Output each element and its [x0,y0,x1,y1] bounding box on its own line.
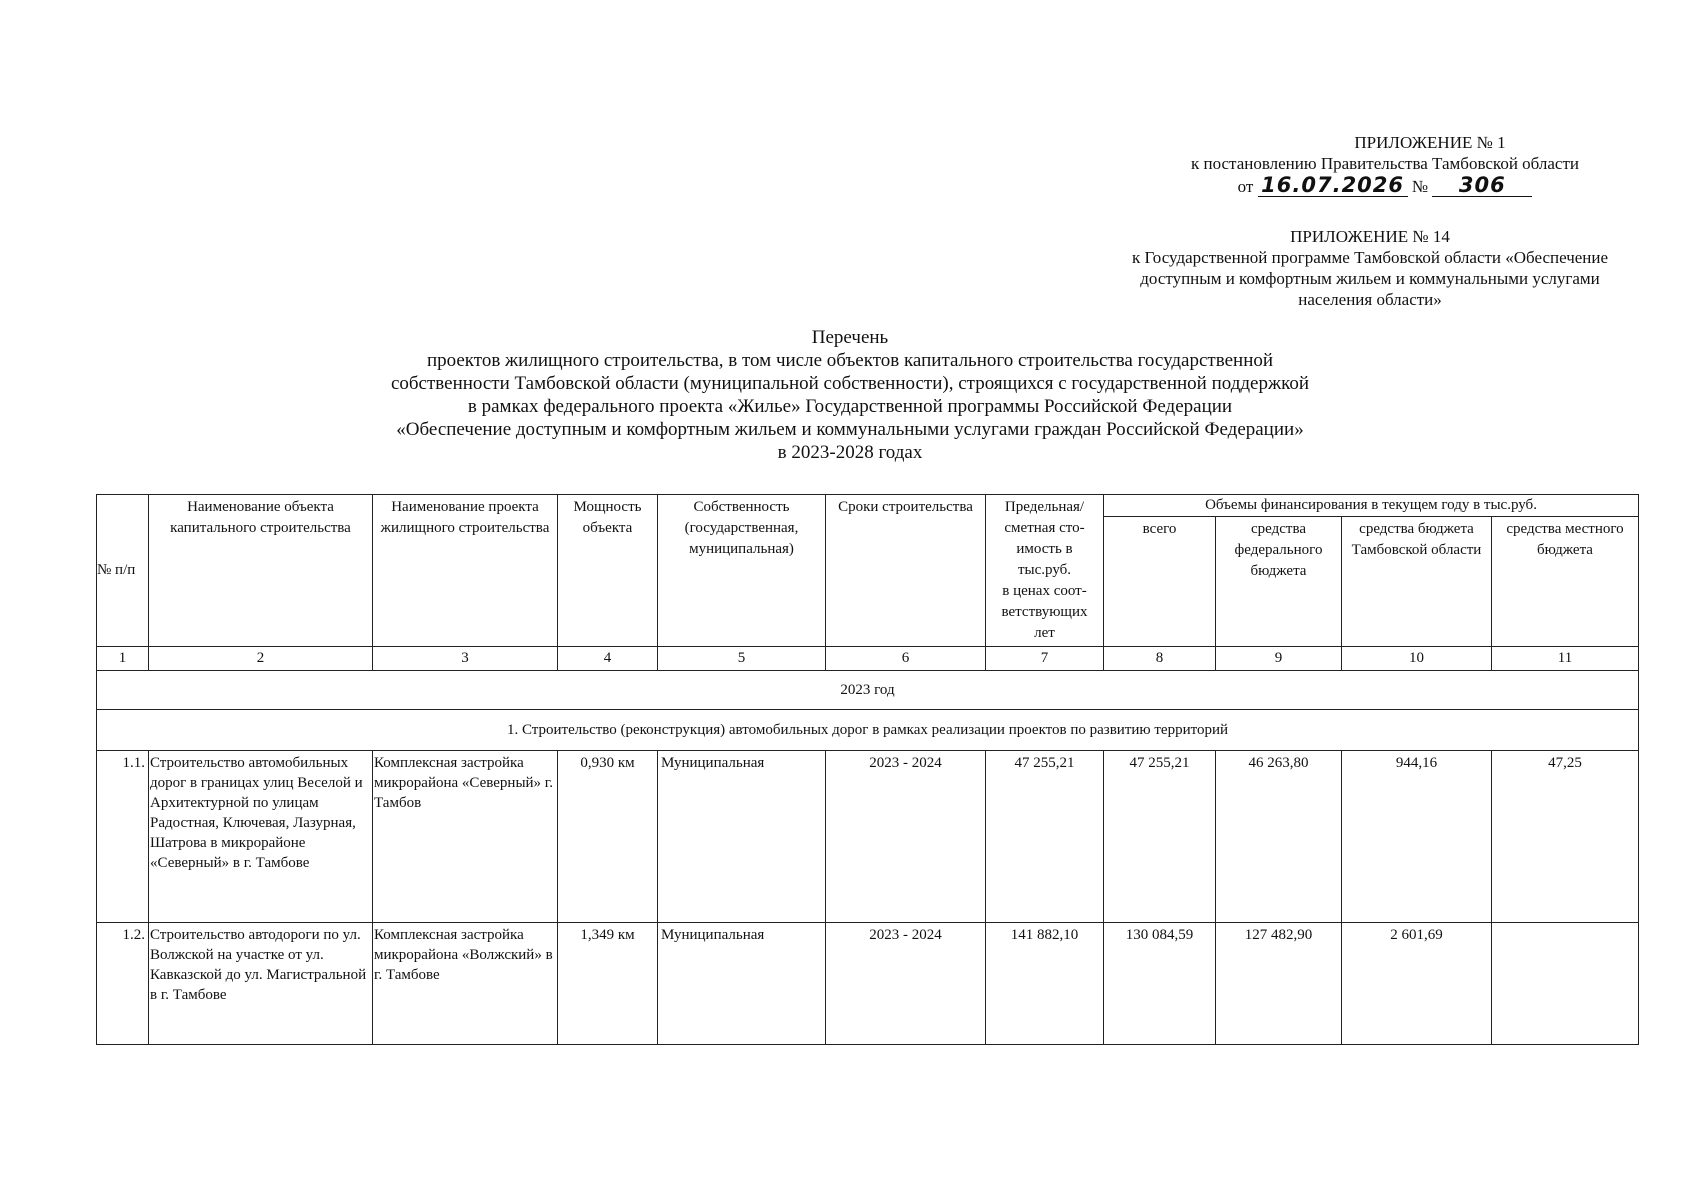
document-title [200,326,1500,464]
projects-table [96,494,1639,1045]
header-num: № п/п [97,495,149,647]
header-object-name: Наименование объекта капитального строительства [149,495,373,647]
row-object-name: Строительство автомобильных дорог в границах улиц Веселой и Архитектурной по улицам Радостная, Ключевая, Лазурная, Шатрова в микрорайоне «Северный» в г. Тамбове [149,751,373,923]
column-number: 8 [1104,647,1216,671]
column-number: 9 [1216,647,1342,671]
handwritten-number: 306 [1432,174,1532,197]
title-line-5: «Обеспечение доступным и комфортным жильем и коммунальными услугами граждан Российской Федерации» [396,419,1304,440]
header-regional: средства бюджета Тамбовской области [1342,517,1492,647]
appendix-14-title: ПРИЛОЖЕНИЕ № 14 [1290,227,1450,246]
appendix-1-block [1110,132,1660,197]
header-cost-line-6: ветствующих [1001,604,1088,620]
appendix-1-title: ПРИЛОЖЕНИЕ № 1 [1354,133,1506,152]
section-label: 1. Строительство (реконструкция) автомобильных дорог в рамках реализации проектов по развитию территорий [97,710,1639,751]
row-total: 47 255,21 [1104,751,1216,923]
title-line-1: Перечень [811,327,889,348]
row-project-name: Комплексная застройка микрорайона «Северный» г. Тамбов [373,751,558,923]
row-num: 1.2. [97,923,149,1045]
table-row [97,751,1639,923]
header-cost-line-5: в ценах соот- [1002,583,1087,599]
header-cost [986,495,1104,647]
column-number: 10 [1342,647,1492,671]
column-number: 2 [149,647,373,671]
row-cost: 47 255,21 [986,751,1104,923]
row-total: 130 084,59 [1104,923,1216,1045]
column-number: 7 [986,647,1104,671]
date-prefix: от [1237,177,1254,196]
column-number: 3 [373,647,558,671]
header-cost-line-2: сметная сто- [1004,520,1085,536]
year-label: 2023 год [97,671,1639,710]
header-funding-group: Объемы финансирования в текущем году в тыс.руб. [1104,495,1639,517]
header-cost-line-1: Предельная/ [1004,499,1085,515]
row-object-name: Строительство автодороги по ул. Волжской на участке от ул. Кавказской до ул. Магистральной в г. Тамбове [149,923,373,1045]
column-number: 1 [97,647,149,671]
row-local: 47,25 [1492,751,1639,923]
header-project-name: Наименование проекта жилищного строительства [373,495,558,647]
number-prefix: № [1411,177,1429,196]
appendix-14-line-3: населения области» [1298,290,1442,309]
row-capacity: 1,349 км [558,923,658,1045]
header-local: средства местного бюджета [1492,517,1639,647]
row-federal: 127 482,90 [1216,923,1342,1045]
header-cost-line-4: тыс.руб. [1017,562,1072,578]
appendix-14-line-1: к Государственной программе Тамбовской области «Обеспечение [1131,248,1609,267]
appendix-14-line-2: доступным и комфортным жильем и коммунальными услугами [1140,269,1600,288]
row-ownership: Муниципальная [658,751,826,923]
column-number: 4 [558,647,658,671]
column-number: 5 [658,647,826,671]
appendix-14-block [1090,226,1650,310]
header-row-1 [97,495,1639,517]
row-federal: 46 263,80 [1216,751,1342,923]
appendix-1-date-line [1110,174,1660,197]
year-row [97,671,1639,710]
row-num: 1.1. [97,751,149,923]
row-ownership: Муниципальная [658,923,826,1045]
row-terms: 2023 - 2024 [826,751,986,923]
column-number: 6 [826,647,986,671]
title-line-3: собственности Тамбовской области (муниципальной собственности), строящихся с государственной поддержкой [390,373,1310,394]
row-regional: 2 601,69 [1342,923,1492,1045]
title-line-2: проектов жилищного строительства, в том числе объектов капитального строительства государственной [426,350,1274,371]
row-cost: 141 882,10 [986,923,1104,1045]
title-line-4: в рамках федерального проекта «Жилье» Государственной программы Российской Федерации [467,396,1233,417]
column-number: 11 [1492,647,1639,671]
section-row [97,710,1639,751]
header-ownership: Собственность (государственная, муниципальная) [658,495,826,647]
title-line-6: в 2023-2028 годах [777,442,923,463]
appendix-1-reference: к постановлению Правительства Тамбовской области [1190,154,1580,173]
header-total: всего [1104,517,1216,647]
header-capacity: Мощность объекта [558,495,658,647]
header-terms: Сроки строительства [826,495,986,647]
handwritten-date: 16.07.2026 [1258,174,1408,197]
column-number-row [97,647,1639,671]
row-regional: 944,16 [1342,751,1492,923]
header-cost-line-7: лет [1034,625,1055,641]
header-cost-line-3: имость в [1016,541,1073,557]
header-federal: средства федерального бюджета [1216,517,1342,647]
row-capacity: 0,930 км [558,751,658,923]
row-project-name: Комплексная застройка микрорайона «Волжский» в г. Тамбове [373,923,558,1045]
table-row [97,923,1639,1045]
row-local [1492,923,1639,1045]
row-terms: 2023 - 2024 [826,923,986,1045]
